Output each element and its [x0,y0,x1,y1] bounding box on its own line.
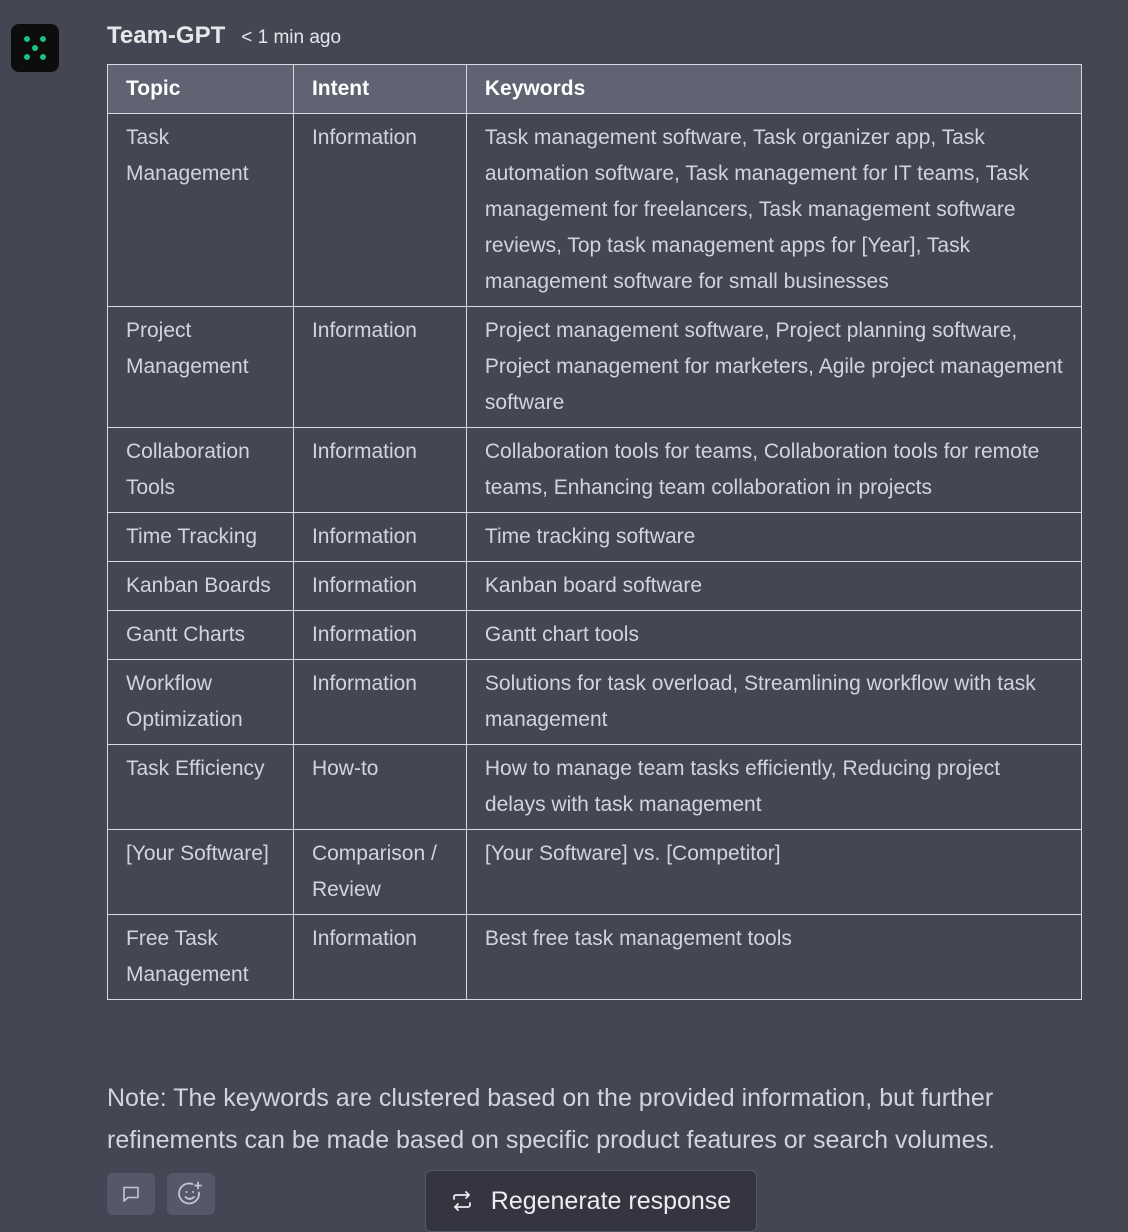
cell-topic: Task Efficiency [108,745,294,830]
cell-topic: Project Management [108,307,294,428]
cell-intent: Information [293,307,466,428]
cell-topic: Gantt Charts [108,611,294,660]
cell-intent: Information [293,428,466,513]
cell-keywords: Best free task management tools [466,915,1081,1000]
add-reaction-icon [177,1180,205,1208]
cell-keywords: Project management software, Project planning software, Project management for marketers, Agile project management software [466,307,1081,428]
cell-intent: Information [293,915,466,1000]
team-gpt-logo-icon [22,35,48,61]
cell-intent: Information [293,562,466,611]
message-actions [107,1173,215,1215]
cell-topic: Task Management [108,114,294,307]
column-header-topic: Topic [108,65,294,114]
column-header-keywords: Keywords [466,65,1081,114]
table-row [108,611,1082,660]
column-header-intent: Intent [293,65,466,114]
table-row [108,513,1082,562]
comment-icon [121,1184,141,1204]
table-row [108,307,1082,428]
cell-topic: Time Tracking [108,513,294,562]
comment-button[interactable] [107,1173,155,1215]
cell-keywords: How to manage team tasks efficiently, Reducing project delays with task management [466,745,1081,830]
cell-keywords: Kanban board software [466,562,1081,611]
table-row [108,428,1082,513]
author-name: Team-GPT [107,22,226,49]
cell-topic: [Your Software] [108,830,294,915]
cell-keywords: [Your Software] vs. [Competitor] [466,830,1081,915]
message-header [107,22,341,50]
cell-topic: Kanban Boards [108,562,294,611]
keywords-table [107,64,1082,1000]
note-paragraph: Note: The keywords are clustered based on the provided information, but further refinements can be made based on specific product features or search volumes. [107,1084,995,1154]
table-row [108,830,1082,915]
table-header-row [108,65,1082,114]
cell-topic: Collaboration Tools [108,428,294,513]
table-row [108,915,1082,1000]
regenerate-response-button[interactable] [425,1170,757,1232]
add-reaction-button[interactable] [167,1173,215,1215]
cell-topic: Free Task Management [108,915,294,1000]
cell-intent: Information [293,114,466,307]
cell-intent: Comparison / Review [293,830,466,915]
cell-keywords: Time tracking software [466,513,1081,562]
cell-intent: Information [293,611,466,660]
avatar [11,24,59,72]
message-timestamp: < 1 min ago [241,27,342,48]
regenerate-label: Regenerate response [490,1186,732,1215]
cell-keywords: Collaboration tools for teams, Collaboration tools for remote teams, Enhancing team collaboration in projects [466,428,1081,513]
cell-keywords: Solutions for task overload, Streamlining workflow with task management [466,660,1081,745]
cell-intent: Information [293,660,466,745]
regenerate-icon [451,1190,473,1212]
table-row [108,660,1082,745]
cell-topic: Workflow Optimization [108,660,294,745]
table-row [108,745,1082,830]
cell-intent: How-to [293,745,466,830]
cell-keywords: Task management software, Task organizer app, Task automation software, Task management for IT teams, Task management for freelancers, Task management software reviews, Top task management apps for [Year], Task management software for small businesses [466,114,1081,307]
cell-keywords: Gantt chart tools [466,611,1081,660]
table-row [108,114,1082,307]
table-row [108,562,1082,611]
cell-intent: Information [293,513,466,562]
